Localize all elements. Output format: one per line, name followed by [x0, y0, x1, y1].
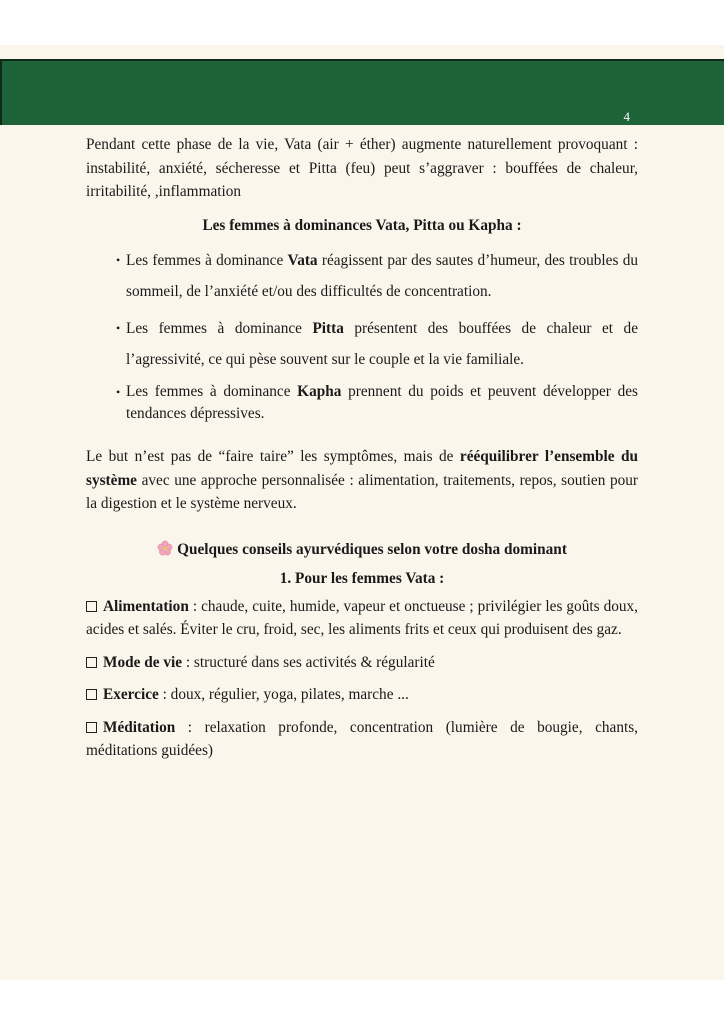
bullet-bold-term: Kapha — [297, 383, 342, 400]
advice-item-label: Exercice — [103, 686, 159, 703]
goal-bold-phrase: rééquilibrer l’ensemble du système — [86, 448, 638, 489]
intro-paragraph: Pendant cette phase de la vie, Vata (air + éther) augmente naturellement provoquant : instabilité, anxiété, sécheresse et Pitta (feu) peut s’aggraver : bouffées de chaleur, irritabilité, ,inflammation — [86, 136, 638, 200]
flower-icon — [157, 540, 173, 556]
bullet-item-kapha — [86, 381, 638, 425]
bullet-dot-icon: • — [116, 321, 121, 335]
bullet-text-before: Les femmes à dominance — [126, 320, 313, 337]
goal-paragraph — [86, 445, 638, 516]
advice-item-meditation — [86, 716, 638, 763]
advice-title — [86, 538, 638, 562]
checkbox-square-icon — [86, 722, 97, 733]
advice-item-text: : structuré dans ses activités & régularité — [182, 653, 435, 671]
advice-item-label: Mode de vie — [103, 653, 183, 671]
advice-item-text: : chaude, cuite, humide, vapeur et onctueuse ; privilégier les goûts doux, acides et salés. Éviter le cru, froid, sec, les aliments frits et ceux qui produisent des gaz. — [86, 597, 638, 638]
bullet-text-after: réagissent par des sautes d’humeur, des troubles du sommeil, de l’anxiété et/ou des difficultés de concentration. — [126, 252, 638, 300]
advice-item-exercice — [86, 683, 638, 707]
bullet-bold-term: Vata — [287, 252, 318, 269]
bullet-dot-icon: • — [116, 385, 121, 399]
advice-item-label: Alimentation — [103, 597, 189, 615]
page-content — [86, 133, 638, 772]
advice-item-text: : doux, régulier, yoga, pilates, marche ... — [158, 686, 409, 703]
bullet-bold-term: Pitta — [312, 320, 344, 337]
dominances-heading: Les femmes à dominances Vata, Pitta ou Kapha : — [202, 216, 522, 234]
goal-text-after: avec une approche personnalisée : alimentation, traitements, repos, soutien pour la digestion et le système nerveux. — [86, 471, 638, 512]
section-heading-vata: 1. Pour les femmes Vata : — [279, 570, 445, 587]
bullet-text-before: Les femmes à dominance — [126, 383, 298, 400]
bullet-dot-icon: • — [116, 253, 121, 267]
checkbox-square-icon — [86, 689, 97, 700]
advice-item-alimentation — [86, 595, 638, 642]
bullet-item-pitta — [86, 313, 638, 375]
checkbox-square-icon — [86, 601, 97, 612]
bullet-text-after: présentent des bouffées de chaleur et de l’agressivité, ce qui pèse souvent sur le couple et la vie familiale. — [126, 320, 638, 368]
advice-item-label: Méditation — [103, 718, 176, 736]
advice-item-text: : relaxation profonde, concentration (lumière de bougie, chants, méditations guidées) — [86, 718, 638, 759]
bullet-text-after: prennent du poids et peuvent développer des tendances dépressives. — [126, 383, 638, 422]
advice-title-text: Quelques conseils ayurvédiques selon votre dosha dominant — [177, 540, 567, 558]
advice-item-mode-de-vie — [86, 651, 638, 675]
bullet-item-vata — [86, 245, 638, 307]
page-number: 4 — [623, 109, 630, 124]
checkbox-square-icon — [86, 657, 97, 668]
header-band — [0, 59, 724, 125]
bullet-text-before: Les femmes à dominance — [126, 252, 288, 269]
goal-text-before: Le but n’est pas de “faire taire” les symptômes, mais de — [86, 448, 460, 465]
